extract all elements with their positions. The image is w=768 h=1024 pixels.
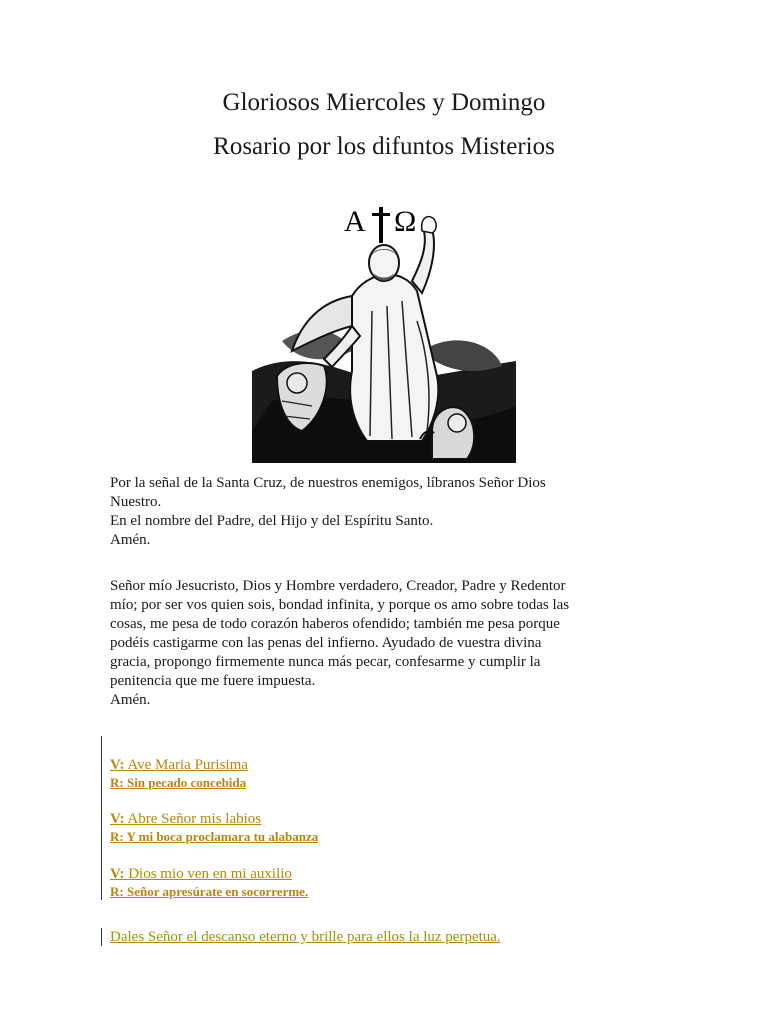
svg-text:Ω: Ω: [394, 205, 417, 238]
prayer-line: mío; por ser vos quien sois, bondad infinita, y porque os amo sobre todas las: [110, 597, 570, 613]
versicle-link[interactable]: [110, 756, 248, 774]
document-title: Gloriosos Miercoles y Domingo: [222, 89, 546, 116]
document-subtitle: Rosario por los difuntos Misterios: [213, 133, 555, 160]
prayer-line: gracia, propongo firmemente nunca más pecar, confesarme y cumplir la: [110, 654, 541, 670]
prayer-line: podéis castigarme con las penas del infierno. Ayudado de vuestra divina: [110, 635, 542, 651]
margin-rule: [101, 736, 102, 900]
prayer-line: Señor mío Jesucristo, Dios y Hombre verdadero, Creador, Padre y Redentor: [110, 578, 566, 594]
sign-of-cross-prayer: [110, 474, 650, 550]
prayer-line: Amén.: [110, 532, 151, 548]
versicle-text: Ave Maria Purisima: [127, 757, 248, 773]
response-link[interactable]: R: Y mi boca proclamara tu alabanza: [110, 829, 319, 844]
versicle-block: [110, 865, 308, 901]
versicle-mark: V:: [110, 757, 125, 773]
prayer-line: cosas, me pesa de todo corazón haberos ofendido; también me pesa porque: [110, 616, 560, 632]
prayer-line: penitencia que me fuere impuesta.: [110, 673, 316, 689]
versicle-mark: V:: [110, 811, 125, 827]
versicle-block: [110, 810, 318, 846]
prayer-line: Nuestro.: [110, 494, 162, 510]
versicle-link[interactable]: [110, 810, 318, 828]
eternal-rest-prayer-link[interactable]: Dales Señor el descanso eterno y brille para ellos la luz perpetua.: [110, 929, 501, 945]
versicle-block: [110, 756, 248, 792]
act-of-contrition-prayer: [110, 577, 650, 710]
prayer-line: En el nombre del Padre, del Hijo y del Espíritu Santo.: [110, 513, 434, 529]
prayer-line: Amén.: [110, 692, 151, 708]
response-link[interactable]: R: Sin pecado concebida: [110, 775, 247, 790]
prayer-line: Por la señal de la Santa Cruz, de nuestros enemigos, líbranos Señor Dios: [110, 475, 546, 491]
resurrection-drawing: [252, 201, 516, 463]
versicle-mark: V:: [110, 866, 125, 882]
resurrection-illustration: [252, 201, 516, 463]
versicle-link[interactable]: [110, 865, 308, 883]
response-link[interactable]: R: Señor apresúrate en socorrerme.: [110, 884, 309, 899]
margin-rule: [101, 928, 102, 946]
versicle-text: Dios mio ven en mi auxilio: [128, 866, 292, 882]
versicle-text: Abre Señor mis labios: [127, 811, 262, 827]
svg-text:A: A: [344, 205, 366, 238]
